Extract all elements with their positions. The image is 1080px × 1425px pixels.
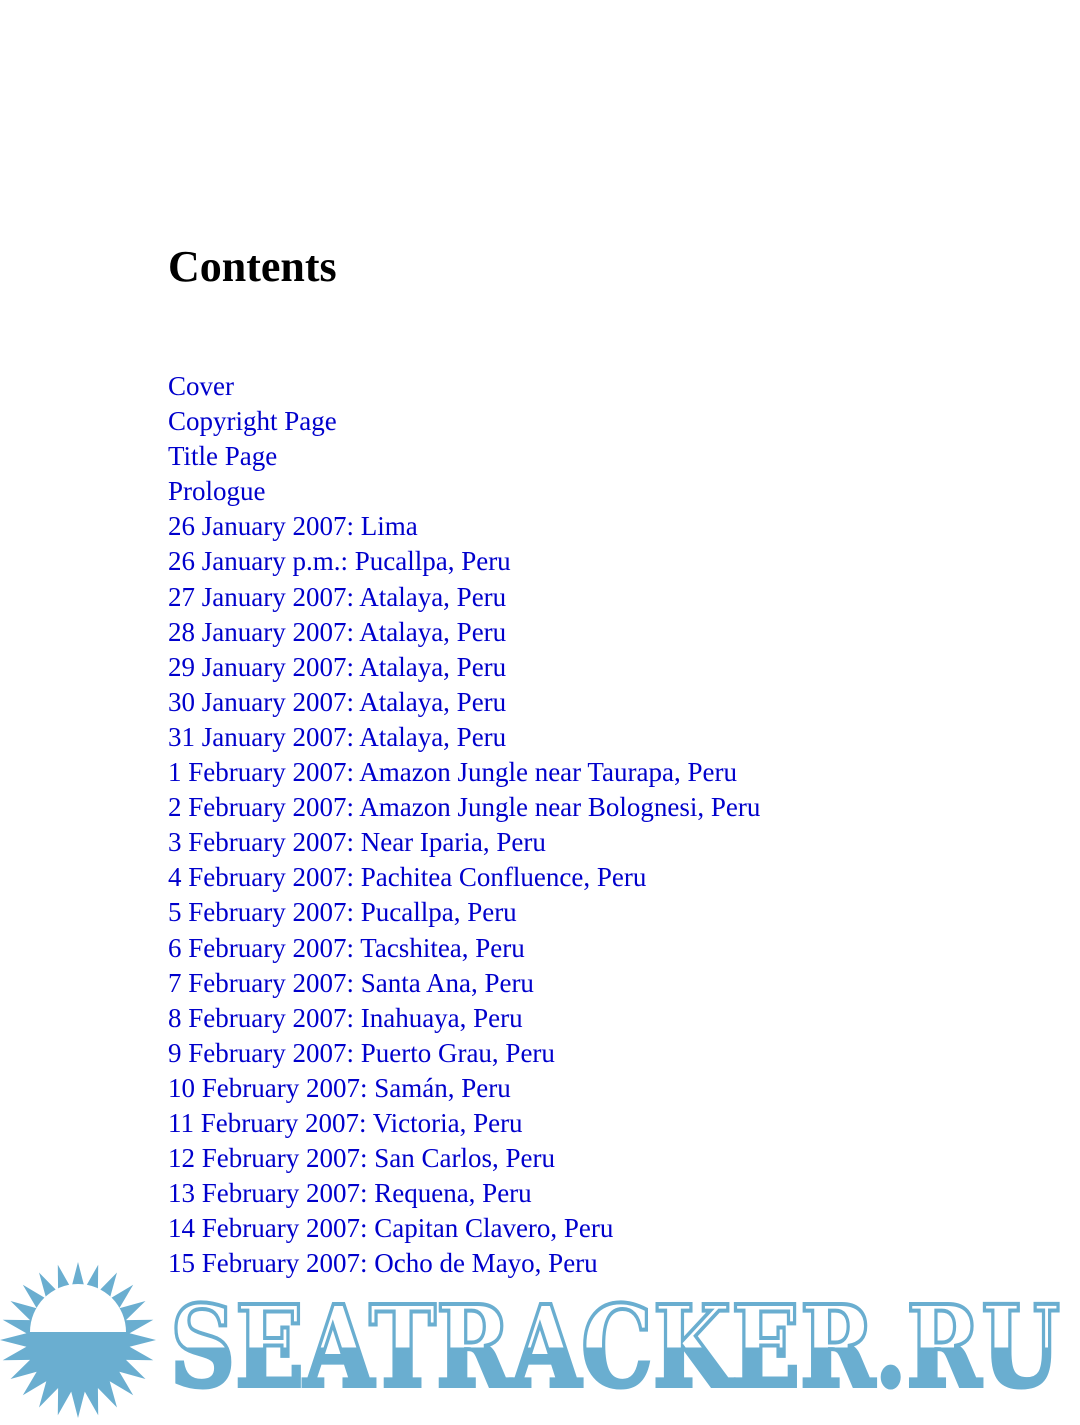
toc-item (168, 755, 760, 790)
toc-link[interactable]: 31 January 2007: Atalaya, Peru (168, 721, 507, 752)
toc-link[interactable]: 9 February 2007: Puerto Grau, Peru (168, 1037, 555, 1068)
toc-item (168, 720, 760, 755)
toc-link[interactable]: 1 February 2007: Amazon Jungle near Taurapa, Peru (168, 757, 737, 788)
toc-item (168, 1106, 760, 1141)
toc-item (168, 615, 760, 650)
page-title: Contents (168, 242, 337, 291)
toc-item (168, 1036, 760, 1071)
toc-item (168, 895, 760, 930)
watermark-text: SEATRACKER.RU (170, 1282, 1060, 1413)
toc-link[interactable]: 13 February 2007: Requena, Peru (168, 1178, 532, 1209)
sun-logo-icon (0, 1262, 156, 1418)
toc-link[interactable]: 11 February 2007: Victoria, Peru (168, 1107, 523, 1138)
toc-link[interactable]: 27 January 2007: Atalaya, Peru (168, 581, 507, 612)
toc-item (168, 369, 760, 404)
toc-item (168, 404, 760, 439)
toc-item (168, 790, 760, 825)
toc-item (168, 1211, 760, 1246)
toc-item (168, 1001, 760, 1036)
toc-link[interactable]: 28 January 2007: Atalaya, Peru (168, 616, 507, 647)
toc-link[interactable]: 2 February 2007: Amazon Jungle near Bolognesi, Peru (168, 792, 761, 823)
toc-item (168, 1141, 760, 1176)
toc-item (168, 825, 760, 860)
toc-link[interactable]: 14 February 2007: Capitan Clavero, Peru (168, 1213, 614, 1244)
toc-link[interactable]: Cover (168, 371, 234, 401)
watermark (0, 1262, 1080, 1425)
table-of-contents (168, 369, 760, 1281)
toc-link[interactable]: 3 February 2007: Near Iparia, Peru (168, 827, 546, 858)
toc-item (168, 685, 760, 720)
toc-item (168, 544, 760, 579)
toc-item (168, 650, 760, 685)
toc-link[interactable]: 29 January 2007: Atalaya, Peru (168, 651, 507, 682)
toc-link[interactable]: 26 January p.m.: Pucallpa, Peru (168, 546, 511, 577)
toc-item (168, 966, 760, 1001)
toc-link[interactable]: 4 February 2007: Pachitea Confluence, Peru (168, 862, 647, 893)
toc-link[interactable]: 26 January 2007: Lima (168, 511, 418, 542)
toc-item (168, 1176, 760, 1211)
toc-link[interactable]: 15 February 2007: Ocho de Mayo, Peru (168, 1248, 598, 1279)
toc-link[interactable]: 10 February 2007: Samán, Peru (168, 1072, 511, 1103)
toc-item (168, 580, 760, 615)
toc-item (168, 931, 760, 966)
toc-item (168, 1071, 760, 1106)
toc-link[interactable]: 30 January 2007: Atalaya, Peru (168, 686, 507, 717)
toc-link[interactable]: 5 February 2007: Pucallpa, Peru (168, 897, 517, 928)
toc-item (168, 860, 760, 895)
toc-link[interactable]: Prologue (168, 476, 266, 507)
toc-item (168, 474, 760, 509)
toc-link[interactable]: Title Page (168, 441, 278, 472)
toc-link[interactable]: 8 February 2007: Inahuaya, Peru (168, 1002, 523, 1033)
toc-link[interactable]: 6 February 2007: Tacshitea, Peru (168, 932, 525, 963)
toc-link[interactable]: Copyright Page (168, 406, 337, 437)
toc-link[interactable]: 7 February 2007: Santa Ana, Peru (168, 967, 534, 998)
toc-item (168, 509, 760, 544)
toc-link[interactable]: 12 February 2007: San Carlos, Peru (168, 1143, 555, 1174)
toc-item (168, 439, 760, 474)
